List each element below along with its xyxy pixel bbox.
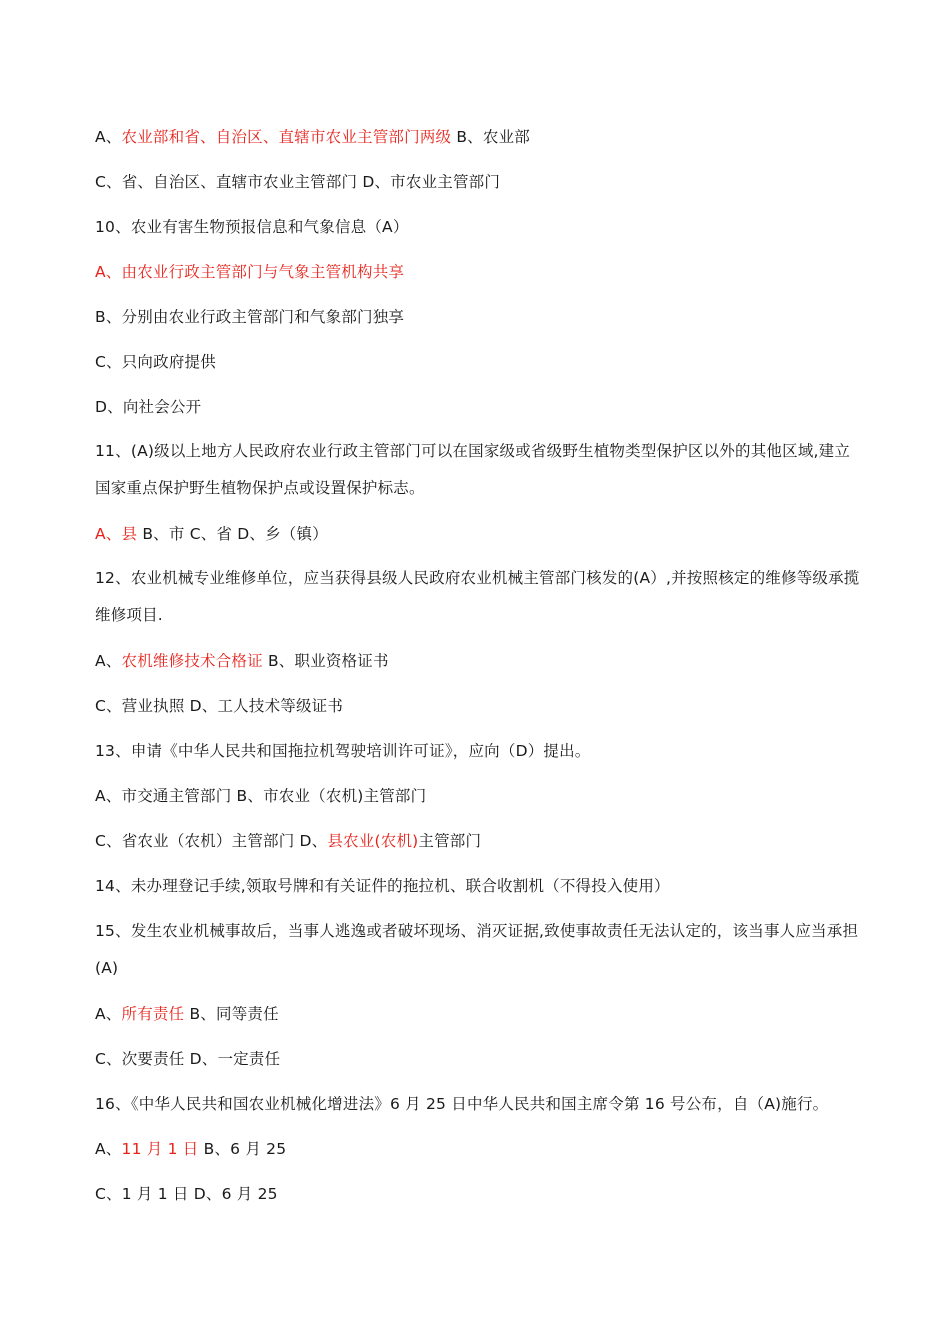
option-line: C、只向政府提供: [95, 353, 216, 371]
option-line: C、省农业（农机）主管部门 D、县农业(农机)主管部门: [95, 832, 482, 850]
option-line: C、营业执照 D、工人技术等级证书: [95, 697, 344, 715]
answer-highlight: A、由农业行政主管部门与气象主管机构共享: [95, 263, 405, 281]
option-line: C、1 月 1 日 D、6 月 25: [95, 1185, 278, 1203]
option-line: A、所有责任 B、同等责任: [95, 1005, 279, 1023]
answer-highlight: 县农业(农机): [327, 832, 419, 850]
question-line: 14、未办理登记手续,领取号牌和有关证件的拖拉机、联合收割机（不得投入使用）: [95, 877, 670, 895]
answer-highlight: A、县: [95, 525, 138, 543]
option-line: A、市交通主管部门 B、市农业（农机)主管部门: [95, 787, 427, 805]
option-line: A、11 月 1 日 B、6 月 25: [95, 1140, 287, 1158]
question-line: 13、申请《中华人民共和国拖拉机驾驶培训许可证》，应向（D）提出。: [95, 742, 591, 760]
answer-highlight: 所有责任: [121, 1005, 185, 1023]
question-line: 11、(A)级以上地方人民政府农业行政主管部门可以在国家级或省级野生植物类型保护区以外的其他区域,建立国家重点保护野生植物保护点或设置保护标志。: [95, 442, 851, 497]
question-line: 15、发生农业机械事故后，当事人逃逸或者破坏现场、消灭证据,致使事故责任无法认定的，该当事人应当承担(A): [95, 922, 859, 977]
option-line: C、省、自治区、直辖市农业主管部门 D、市农业主管部门: [95, 173, 501, 191]
answer-highlight: 农业部和省、自治区、直辖市农业主管部门两级: [121, 128, 452, 146]
option-line: D、向社会公开: [95, 398, 202, 416]
option-line: C、次要责任 D、一定责任: [95, 1050, 281, 1068]
answer-highlight: 11 月 1 日: [121, 1140, 199, 1158]
question-line: 16、《中华人民共和国农业机械化增进法》6 月 25 日中华人民共和国主席令第 16 号公布，自（A)施行。: [95, 1095, 829, 1113]
option-line: B、分别由农业行政主管部门和气象部门独享: [95, 308, 405, 326]
option-line: A、县 B、市 C、省 D、乡（镇）: [95, 525, 328, 543]
option-line: A、农业部和省、自治区、直辖市农业主管部门两级 B、农业部: [95, 128, 530, 146]
question-line: 12、农业机械专业维修单位，应当获得县级人民政府农业机械主管部门核发的(A）,并按照核定的维修等级承揽维修项目.: [95, 569, 860, 624]
option-line: A、农机维修技术合格证 B、职业资格证书: [95, 652, 389, 670]
answer-highlight: 农机维修技术合格证: [121, 652, 263, 670]
question-line: 10、农业有害生物预报信息和气象信息（A）: [95, 218, 409, 236]
